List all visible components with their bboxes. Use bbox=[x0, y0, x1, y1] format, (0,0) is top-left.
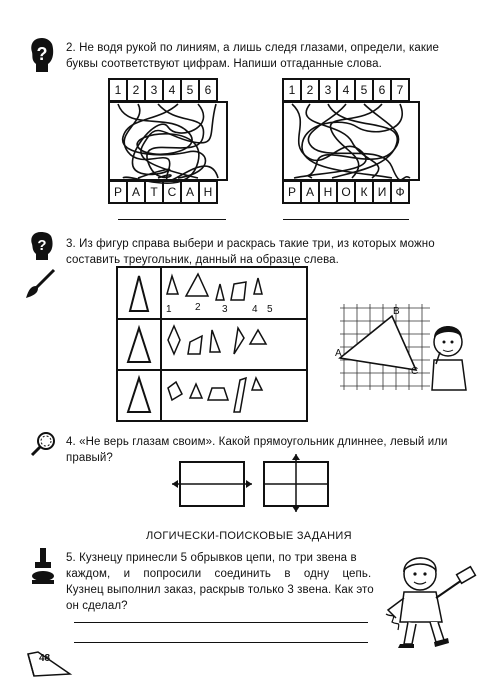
maze-letter: А bbox=[128, 180, 146, 204]
stamp-icon bbox=[30, 546, 56, 586]
maze-letter: Т bbox=[146, 180, 164, 204]
maze-letter: Н bbox=[200, 180, 218, 204]
task5-text-line3: Кузнец выполнил заказ, раскрыв только 3 звена. Как это bbox=[66, 584, 374, 596]
task4-text-line2: правый? bbox=[66, 452, 113, 464]
maze-letter: О bbox=[338, 180, 356, 204]
maze-letter: Р bbox=[108, 180, 128, 204]
vertex-label-c: C bbox=[411, 366, 419, 377]
question-head-icon bbox=[28, 230, 56, 262]
svg-text:?: ? bbox=[37, 237, 47, 254]
maze-number: 4 bbox=[164, 78, 182, 102]
answer-line[interactable] bbox=[74, 642, 368, 643]
answer-line[interactable] bbox=[74, 622, 368, 623]
blacksmith-boy-illustration bbox=[382, 548, 482, 648]
maze-number: 1 bbox=[282, 78, 302, 102]
section-title: ЛОГИЧЕСКИ-ПОИСКОВЫЕ ЗАДАНИЯ bbox=[146, 530, 352, 542]
svg-text:?: ? bbox=[36, 44, 48, 64]
maze-left-letters bbox=[108, 180, 228, 204]
maze-number: 3 bbox=[146, 78, 164, 102]
maze-letter: А bbox=[302, 180, 320, 204]
maze-number: 1 bbox=[108, 78, 128, 102]
maze-letter: И bbox=[374, 180, 392, 204]
task3-text-line2: составить треугольник, данный на образце слева. bbox=[66, 254, 339, 266]
illusion-rectangles bbox=[168, 454, 334, 512]
triangle-abc-picture bbox=[330, 294, 470, 400]
maze-number: 5 bbox=[356, 78, 374, 102]
maze-right bbox=[282, 78, 420, 202]
vertex-label-b: B bbox=[393, 306, 400, 317]
magnifier-icon bbox=[30, 430, 58, 458]
question-head-icon bbox=[28, 36, 56, 74]
maze-number: 3 bbox=[320, 78, 338, 102]
task5-text-line1: 5. Кузнецу принесли 5 обрывков цепи, по три звена в bbox=[66, 552, 357, 564]
maze-letter: Ф bbox=[392, 180, 410, 204]
shape-number: 4 bbox=[252, 304, 258, 315]
task2-text-line2: буквы соответствуют цифрам. Напиши отгаданные слова. bbox=[66, 58, 382, 70]
task5-text-line2: каждом, и попросили соединить в одну цепь. bbox=[66, 568, 372, 580]
answer-line[interactable] bbox=[118, 219, 226, 220]
shapes-grid bbox=[116, 266, 308, 422]
maze-right-lines bbox=[282, 102, 420, 180]
task5-text-line4: он сделал? bbox=[66, 600, 128, 612]
task4-text-line1: 4. «Не верь глазам своим». Какой прямоугольник длиннее, левый или bbox=[66, 436, 448, 448]
maze-number: 5 bbox=[182, 78, 200, 102]
maze-letter: С bbox=[164, 180, 182, 204]
shape-number: 5 bbox=[267, 304, 273, 315]
maze-right-numbers bbox=[282, 78, 420, 102]
shape-number: 1 bbox=[166, 304, 172, 315]
maze-left-lines bbox=[108, 102, 228, 180]
maze-number: 6 bbox=[200, 78, 218, 102]
vertex-label-a: A bbox=[335, 348, 342, 359]
maze-number: 7 bbox=[392, 78, 410, 102]
shape-number: 2 bbox=[195, 302, 201, 313]
maze-number: 4 bbox=[338, 78, 356, 102]
task3-text-line1: 3. Из фигур справа выбери и раскрась такие три, из которых можно bbox=[66, 238, 435, 250]
maze-right-letters bbox=[282, 180, 420, 204]
shape-number: 3 bbox=[222, 304, 228, 315]
shape-row-numbers bbox=[166, 304, 296, 318]
paintbrush-icon bbox=[24, 268, 58, 300]
maze-letter: Н bbox=[320, 180, 338, 204]
maze-left bbox=[108, 78, 228, 202]
task2-text-line1: 2. Не водя рукой по линиям, а лишь следя глазами, определи, какие bbox=[66, 42, 440, 54]
maze-letter: А bbox=[182, 180, 200, 204]
answer-line[interactable] bbox=[283, 219, 409, 220]
maze-number: 2 bbox=[128, 78, 146, 102]
maze-letter: К bbox=[356, 180, 374, 204]
page-number: 48 bbox=[39, 653, 51, 664]
maze-letter: Р bbox=[282, 180, 302, 204]
maze-number: 2 bbox=[302, 78, 320, 102]
maze-left-numbers bbox=[108, 78, 228, 102]
maze-number: 6 bbox=[374, 78, 392, 102]
